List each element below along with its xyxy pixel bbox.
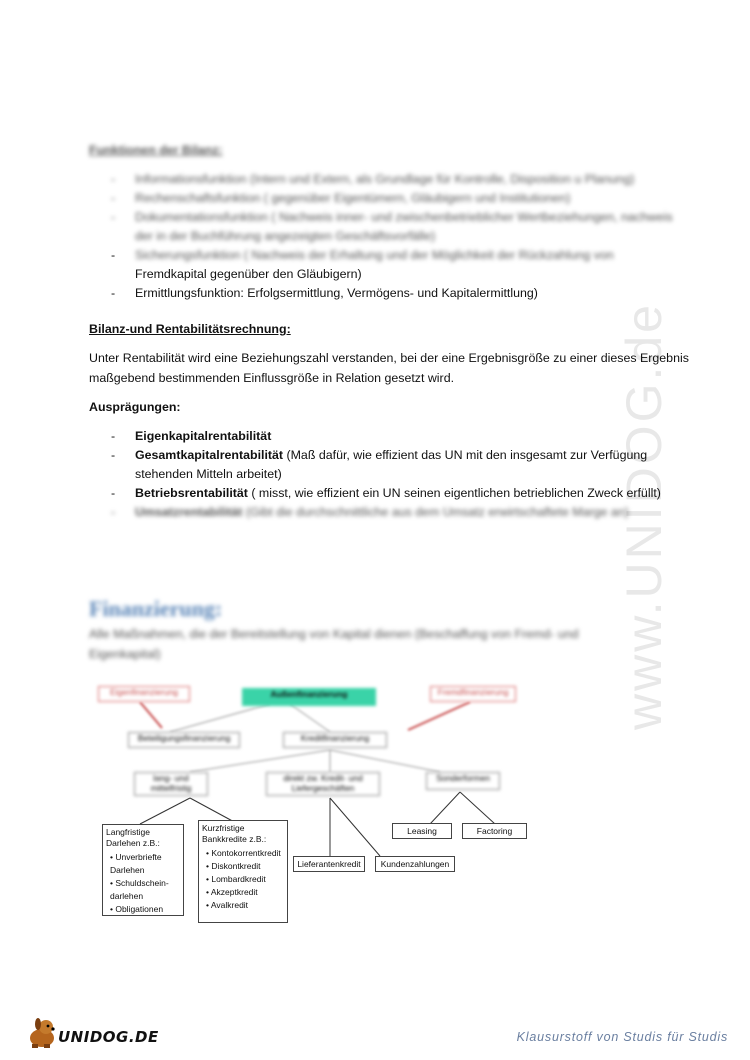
beteiligung-box: Beteiligungsfinanzierung	[128, 732, 240, 748]
langfristige-darlehen-box	[102, 824, 184, 916]
list-item: • Akzeptkredit	[206, 886, 284, 899]
box-list	[202, 847, 284, 912]
item-bold: Eigenkapitalrentabilität	[135, 429, 272, 443]
box-list	[106, 851, 180, 916]
lieferantenkredit-box: Lieferantenkredit	[293, 856, 365, 872]
kurzfristige-bankkredite-box	[198, 820, 288, 923]
list-item: - Dokumentationsfunktion ( Nachweis inner- und zwischenbetrieblicher Wertbeziehungen, nachweis der in der Buchführung angezeigten Geschäftsvorfälle)	[89, 208, 689, 246]
aussenfinanzierung-box: Außenfinanzierung	[242, 688, 376, 706]
list-item	[89, 246, 689, 284]
bilanz-heading: Bilanz-und Rentabilitätsrechnung:	[89, 322, 291, 336]
list-item: • Unverbriefte Darlehen	[110, 851, 180, 877]
footer-tagline: Klausurstoff von Studis für Studis	[516, 1030, 728, 1044]
kundenzahlungen-box: Kundenzahlungen	[375, 856, 455, 872]
factoring-box: Factoring	[462, 823, 527, 839]
box-title: Langfristige Darlehen z.B.:	[106, 827, 160, 848]
leasing-box: Leasing	[392, 823, 452, 839]
item-text: (Maß dafür, wie effizient das UN mit den insgesamt zur Verfügung stehenden Mitteln arbeitet)	[135, 448, 648, 481]
list-item: • Kontokorrentkredit	[206, 847, 284, 860]
finanzierung-title: Finanzierung:	[89, 596, 223, 621]
funktionen-list	[89, 170, 689, 303]
finanzierung-subtitle: Alle Maßnahmen, die der Bereitstellung von Kapital dienen (Beschaffung von Fremd- und Eigenkapital)	[89, 627, 579, 661]
list-item	[89, 427, 689, 446]
list-item: - Rechenschaftsfunktion ( gegenüber Eigentümern, Gläubigern und Institutionen)	[89, 189, 689, 208]
unidog-logo	[24, 1016, 164, 1050]
item-bold: Gesamtkapitalrentabilität	[135, 448, 284, 462]
lang-kurz-box: lang- und mittelfristig	[134, 772, 208, 796]
kredit-box: Kreditfinanzierung	[283, 732, 387, 748]
finanzierung-diagram	[90, 680, 550, 930]
list-item: • Obligationen	[110, 903, 180, 916]
eigenfinanzierung-box: Eigenfinanzierung	[98, 686, 190, 702]
list-item-continuation: Fremdkapital gegenüber den Gläubigern)	[135, 267, 362, 281]
fremdfinanzierung-box: Fremdfinanzierung	[430, 686, 516, 702]
list-item: • Schuldschein-darlehen	[110, 877, 180, 903]
watermark-text: www.UNIDOG.de	[616, 302, 672, 730]
bilanz-paragraph: Unter Rentabilität wird eine Beziehungszahl verstanden, bei der eine Ergebnisgröße zu einer dieses Ergebnis maßgebend bestimmenden Einflussgröße in Relation gesetzt wird.	[89, 351, 689, 385]
item-bold: Betriebsrentabilität	[135, 486, 248, 500]
direkt-box: direkt zw. Kredit- und Liefergeschäften	[266, 772, 380, 796]
list-item: • Diskontkredit	[206, 860, 284, 873]
section-bilanz	[89, 322, 689, 522]
list-item: - Ermittlungsfunktion: Erfolgsermittlung, Vermögens- und Kapitalermittlung)	[89, 284, 689, 303]
logo-text: UNIDOG.DE	[58, 1028, 159, 1046]
auspraegungen-heading: Ausprägungen:	[89, 400, 181, 414]
list-item-blurred: - Sicherungsfunktion ( Nachweis der Erhaltung und der Möglichkeit der Rückzahlung von	[135, 248, 614, 262]
item-text: (Gibt die durchschnittliche aus dem Umsatz erwirtschaftete Marge an)	[242, 505, 629, 519]
list-item	[89, 446, 689, 484]
item-text: ( misst, wie effizient ein UN seinen eigentlichen betrieblichen Zweck erfüllt)	[247, 486, 661, 500]
dog-icon	[24, 1016, 60, 1050]
list-item	[89, 503, 689, 522]
sonderformen-box: Sonderformen	[426, 772, 500, 790]
auspraegungen-list	[89, 427, 689, 522]
funktionen-heading: Funktionen der Bilanz:	[89, 143, 223, 157]
list-item: • Lombardkredit	[206, 873, 284, 886]
list-item: - Informationsfunktion (Intern und Extern, als Grundlage für Kontrolle, Disposition u Planung)	[89, 170, 689, 189]
box-title: Kurzfristige Bankkredite z.B.:	[202, 823, 267, 844]
list-item	[89, 484, 689, 503]
section-funktionen	[89, 143, 689, 303]
list-item: • Avalkredit	[206, 899, 284, 912]
item-bold: Umsatzrentabilität	[135, 505, 243, 519]
